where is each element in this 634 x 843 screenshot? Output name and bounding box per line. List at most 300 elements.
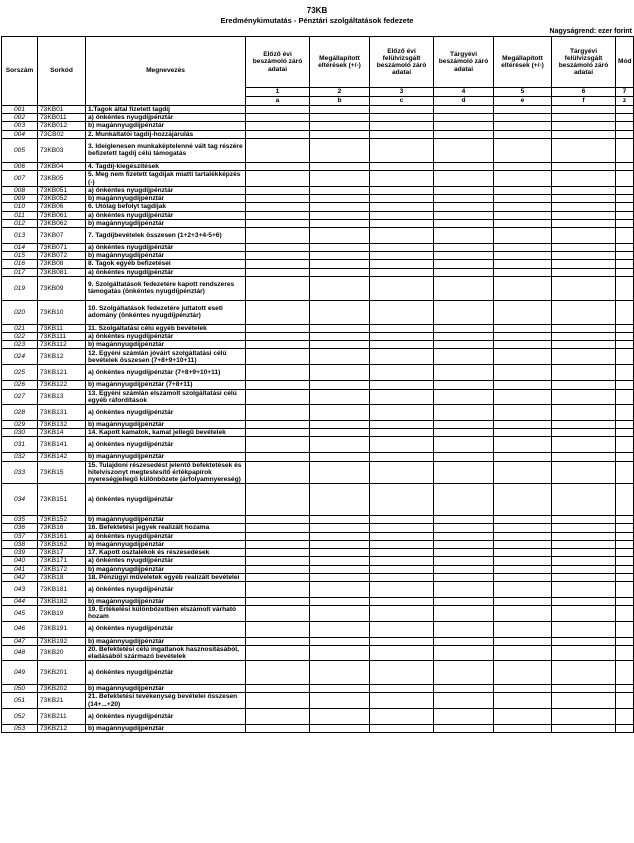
value-cell[interactable] xyxy=(494,405,552,421)
value-cell[interactable] xyxy=(616,429,634,437)
value-cell[interactable] xyxy=(616,324,634,332)
value-cell[interactable] xyxy=(434,349,494,365)
value-cell[interactable] xyxy=(434,106,494,114)
value-cell[interactable] xyxy=(552,114,616,122)
value-cell[interactable] xyxy=(494,268,552,276)
value-cell[interactable] xyxy=(552,162,616,170)
value-cell[interactable] xyxy=(552,484,616,516)
value-cell[interactable] xyxy=(434,557,494,565)
value-cell[interactable] xyxy=(310,724,370,732)
value-cell[interactable] xyxy=(434,203,494,211)
value-cell[interactable] xyxy=(246,341,310,349)
value-cell[interactable] xyxy=(246,405,310,421)
value-cell[interactable] xyxy=(310,244,370,252)
value-cell[interactable] xyxy=(434,228,494,244)
value-cell[interactable] xyxy=(310,114,370,122)
value-cell[interactable] xyxy=(616,621,634,637)
value-cell[interactable] xyxy=(310,573,370,581)
value-cell[interactable] xyxy=(494,637,552,645)
value-cell[interactable] xyxy=(616,540,634,548)
value-cell[interactable] xyxy=(616,461,634,484)
value-cell[interactable] xyxy=(616,637,634,645)
value-cell[interactable] xyxy=(246,421,310,429)
value-cell[interactable] xyxy=(434,516,494,524)
value-cell[interactable] xyxy=(370,219,434,227)
value-cell[interactable] xyxy=(494,138,552,162)
value-cell[interactable] xyxy=(370,461,434,484)
value-cell[interactable] xyxy=(310,300,370,324)
value-cell[interactable] xyxy=(434,276,494,300)
value-cell[interactable] xyxy=(434,661,494,685)
value-cell[interactable] xyxy=(246,252,310,260)
value-cell[interactable] xyxy=(616,341,634,349)
value-cell[interactable] xyxy=(310,621,370,637)
value-cell[interactable] xyxy=(370,300,434,324)
value-cell[interactable] xyxy=(246,260,310,268)
value-cell[interactable] xyxy=(434,573,494,581)
value-cell[interactable] xyxy=(370,268,434,276)
value-cell[interactable] xyxy=(246,437,310,453)
value-cell[interactable] xyxy=(246,581,310,597)
value-cell[interactable] xyxy=(370,276,434,300)
value-cell[interactable] xyxy=(310,333,370,341)
value-cell[interactable] xyxy=(616,573,634,581)
value-cell[interactable] xyxy=(434,581,494,597)
value-cell[interactable] xyxy=(616,381,634,389)
value-cell[interactable] xyxy=(310,276,370,300)
value-cell[interactable] xyxy=(616,645,634,660)
value-cell[interactable] xyxy=(370,162,434,170)
value-cell[interactable] xyxy=(494,661,552,685)
value-cell[interactable] xyxy=(616,557,634,565)
value-cell[interactable] xyxy=(616,581,634,597)
value-cell[interactable] xyxy=(494,349,552,365)
value-cell[interactable] xyxy=(616,606,634,621)
value-cell[interactable] xyxy=(370,661,434,685)
value-cell[interactable] xyxy=(552,106,616,114)
value-cell[interactable] xyxy=(552,429,616,437)
value-cell[interactable] xyxy=(246,276,310,300)
value-cell[interactable] xyxy=(246,724,310,732)
value-cell[interactable] xyxy=(246,219,310,227)
value-cell[interactable] xyxy=(494,244,552,252)
value-cell[interactable] xyxy=(552,581,616,597)
value-cell[interactable] xyxy=(494,106,552,114)
value-cell[interactable] xyxy=(494,565,552,573)
value-cell[interactable] xyxy=(616,130,634,138)
value-cell[interactable] xyxy=(494,130,552,138)
value-cell[interactable] xyxy=(434,219,494,227)
value-cell[interactable] xyxy=(616,114,634,122)
value-cell[interactable] xyxy=(310,130,370,138)
value-cell[interactable] xyxy=(552,437,616,453)
value-cell[interactable] xyxy=(370,421,434,429)
value-cell[interactable] xyxy=(246,557,310,565)
value-cell[interactable] xyxy=(246,114,310,122)
value-cell[interactable] xyxy=(616,171,634,187)
value-cell[interactable] xyxy=(552,324,616,332)
value-cell[interactable] xyxy=(434,532,494,540)
value-cell[interactable] xyxy=(552,260,616,268)
value-cell[interactable] xyxy=(494,333,552,341)
value-cell[interactable] xyxy=(246,516,310,524)
value-cell[interactable] xyxy=(370,324,434,332)
value-cell[interactable] xyxy=(310,389,370,404)
value-cell[interactable] xyxy=(370,484,434,516)
value-cell[interactable] xyxy=(310,405,370,421)
value-cell[interactable] xyxy=(310,645,370,660)
value-cell[interactable] xyxy=(616,195,634,203)
value-cell[interactable] xyxy=(434,437,494,453)
value-cell[interactable] xyxy=(552,597,616,605)
value-cell[interactable] xyxy=(370,645,434,660)
value-cell[interactable] xyxy=(246,693,310,708)
value-cell[interactable] xyxy=(552,122,616,130)
value-cell[interactable] xyxy=(246,453,310,461)
value-cell[interactable] xyxy=(552,389,616,404)
value-cell[interactable] xyxy=(246,645,310,660)
value-cell[interactable] xyxy=(552,661,616,685)
value-cell[interactable] xyxy=(434,195,494,203)
value-cell[interactable] xyxy=(310,693,370,708)
value-cell[interactable] xyxy=(616,300,634,324)
value-cell[interactable] xyxy=(310,685,370,693)
value-cell[interactable] xyxy=(494,557,552,565)
value-cell[interactable] xyxy=(552,645,616,660)
value-cell[interactable] xyxy=(552,516,616,524)
value-cell[interactable] xyxy=(246,162,310,170)
value-cell[interactable] xyxy=(616,333,634,341)
value-cell[interactable] xyxy=(552,333,616,341)
value-cell[interactable] xyxy=(494,437,552,453)
value-cell[interactable] xyxy=(434,621,494,637)
value-cell[interactable] xyxy=(434,138,494,162)
value-cell[interactable] xyxy=(552,219,616,227)
value-cell[interactable] xyxy=(494,685,552,693)
value-cell[interactable] xyxy=(310,461,370,484)
value-cell[interactable] xyxy=(552,693,616,708)
value-cell[interactable] xyxy=(616,349,634,365)
value-cell[interactable] xyxy=(310,565,370,573)
value-cell[interactable] xyxy=(616,219,634,227)
value-cell[interactable] xyxy=(616,268,634,276)
value-cell[interactable] xyxy=(246,130,310,138)
value-cell[interactable] xyxy=(246,606,310,621)
value-cell[interactable] xyxy=(246,106,310,114)
value-cell[interactable] xyxy=(434,484,494,516)
value-cell[interactable] xyxy=(494,532,552,540)
value-cell[interactable] xyxy=(370,195,434,203)
value-cell[interactable] xyxy=(434,187,494,195)
value-cell[interactable] xyxy=(310,557,370,565)
value-cell[interactable] xyxy=(370,228,434,244)
value-cell[interactable] xyxy=(434,453,494,461)
value-cell[interactable] xyxy=(494,389,552,404)
value-cell[interactable] xyxy=(246,637,310,645)
value-cell[interactable] xyxy=(246,268,310,276)
value-cell[interactable] xyxy=(370,516,434,524)
value-cell[interactable] xyxy=(370,244,434,252)
value-cell[interactable] xyxy=(434,381,494,389)
value-cell[interactable] xyxy=(310,171,370,187)
value-cell[interactable] xyxy=(434,693,494,708)
value-cell[interactable] xyxy=(434,549,494,557)
value-cell[interactable] xyxy=(246,171,310,187)
value-cell[interactable] xyxy=(552,203,616,211)
value-cell[interactable] xyxy=(434,461,494,484)
value-cell[interactable] xyxy=(310,597,370,605)
value-cell[interactable] xyxy=(494,252,552,260)
value-cell[interactable] xyxy=(494,461,552,484)
value-cell[interactable] xyxy=(494,195,552,203)
value-cell[interactable] xyxy=(552,187,616,195)
value-cell[interactable] xyxy=(370,685,434,693)
value-cell[interactable] xyxy=(434,130,494,138)
value-cell[interactable] xyxy=(552,461,616,484)
value-cell[interactable] xyxy=(246,228,310,244)
value-cell[interactable] xyxy=(246,540,310,548)
value-cell[interactable] xyxy=(616,203,634,211)
value-cell[interactable] xyxy=(370,365,434,381)
value-cell[interactable] xyxy=(616,244,634,252)
value-cell[interactable] xyxy=(370,252,434,260)
value-cell[interactable] xyxy=(494,300,552,324)
value-cell[interactable] xyxy=(434,171,494,187)
value-cell[interactable] xyxy=(370,203,434,211)
value-cell[interactable] xyxy=(370,138,434,162)
value-cell[interactable] xyxy=(494,203,552,211)
value-cell[interactable] xyxy=(494,171,552,187)
value-cell[interactable] xyxy=(370,557,434,565)
value-cell[interactable] xyxy=(370,549,434,557)
value-cell[interactable] xyxy=(616,405,634,421)
value-cell[interactable] xyxy=(246,565,310,573)
value-cell[interactable] xyxy=(370,437,434,453)
value-cell[interactable] xyxy=(552,252,616,260)
value-cell[interactable] xyxy=(616,565,634,573)
value-cell[interactable] xyxy=(552,565,616,573)
value-cell[interactable] xyxy=(552,349,616,365)
value-cell[interactable] xyxy=(616,138,634,162)
value-cell[interactable] xyxy=(434,524,494,532)
value-cell[interactable] xyxy=(616,187,634,195)
value-cell[interactable] xyxy=(310,219,370,227)
value-cell[interactable] xyxy=(310,324,370,332)
value-cell[interactable] xyxy=(494,211,552,219)
value-cell[interactable] xyxy=(310,162,370,170)
value-cell[interactable] xyxy=(494,573,552,581)
value-cell[interactable] xyxy=(246,532,310,540)
value-cell[interactable] xyxy=(434,300,494,324)
value-cell[interactable] xyxy=(494,429,552,437)
value-cell[interactable] xyxy=(370,349,434,365)
value-cell[interactable] xyxy=(434,685,494,693)
value-cell[interactable] xyxy=(552,130,616,138)
value-cell[interactable] xyxy=(434,365,494,381)
value-cell[interactable] xyxy=(434,268,494,276)
value-cell[interactable] xyxy=(494,162,552,170)
value-cell[interactable] xyxy=(616,252,634,260)
value-cell[interactable] xyxy=(370,637,434,645)
value-cell[interactable] xyxy=(494,341,552,349)
value-cell[interactable] xyxy=(310,429,370,437)
value-cell[interactable] xyxy=(434,244,494,252)
value-cell[interactable] xyxy=(434,211,494,219)
value-cell[interactable] xyxy=(310,195,370,203)
value-cell[interactable] xyxy=(494,524,552,532)
value-cell[interactable] xyxy=(370,122,434,130)
value-cell[interactable] xyxy=(552,405,616,421)
value-cell[interactable] xyxy=(552,637,616,645)
value-cell[interactable] xyxy=(434,333,494,341)
value-cell[interactable] xyxy=(434,724,494,732)
value-cell[interactable] xyxy=(494,381,552,389)
value-cell[interactable] xyxy=(246,324,310,332)
value-cell[interactable] xyxy=(552,524,616,532)
value-cell[interactable] xyxy=(434,162,494,170)
value-cell[interactable] xyxy=(370,540,434,548)
value-cell[interactable] xyxy=(246,484,310,516)
value-cell[interactable] xyxy=(434,341,494,349)
value-cell[interactable] xyxy=(616,516,634,524)
value-cell[interactable] xyxy=(434,421,494,429)
value-cell[interactable] xyxy=(246,138,310,162)
value-cell[interactable] xyxy=(310,421,370,429)
value-cell[interactable] xyxy=(246,349,310,365)
value-cell[interactable] xyxy=(552,573,616,581)
value-cell[interactable] xyxy=(310,260,370,268)
value-cell[interactable] xyxy=(494,260,552,268)
value-cell[interactable] xyxy=(246,365,310,381)
value-cell[interactable] xyxy=(370,621,434,637)
value-cell[interactable] xyxy=(434,114,494,122)
value-cell[interactable] xyxy=(616,276,634,300)
value-cell[interactable] xyxy=(370,606,434,621)
value-cell[interactable] xyxy=(246,333,310,341)
value-cell[interactable] xyxy=(370,389,434,404)
value-cell[interactable] xyxy=(552,211,616,219)
value-cell[interactable] xyxy=(246,661,310,685)
value-cell[interactable] xyxy=(552,268,616,276)
value-cell[interactable] xyxy=(310,484,370,516)
value-cell[interactable] xyxy=(370,171,434,187)
value-cell[interactable] xyxy=(616,228,634,244)
value-cell[interactable] xyxy=(552,606,616,621)
value-cell[interactable] xyxy=(434,708,494,724)
value-cell[interactable] xyxy=(246,597,310,605)
value-cell[interactable] xyxy=(616,661,634,685)
value-cell[interactable] xyxy=(616,524,634,532)
value-cell[interactable] xyxy=(310,341,370,349)
value-cell[interactable] xyxy=(552,276,616,300)
value-cell[interactable] xyxy=(552,138,616,162)
value-cell[interactable] xyxy=(310,549,370,557)
value-cell[interactable] xyxy=(616,389,634,404)
value-cell[interactable] xyxy=(616,549,634,557)
value-cell[interactable] xyxy=(370,341,434,349)
value-cell[interactable] xyxy=(370,573,434,581)
value-cell[interactable] xyxy=(552,549,616,557)
value-cell[interactable] xyxy=(616,260,634,268)
value-cell[interactable] xyxy=(552,540,616,548)
value-cell[interactable] xyxy=(246,429,310,437)
value-cell[interactable] xyxy=(616,122,634,130)
value-cell[interactable] xyxy=(246,685,310,693)
value-cell[interactable] xyxy=(370,453,434,461)
value-cell[interactable] xyxy=(552,724,616,732)
value-cell[interactable] xyxy=(552,300,616,324)
value-cell[interactable] xyxy=(434,597,494,605)
value-cell[interactable] xyxy=(434,252,494,260)
value-cell[interactable] xyxy=(370,333,434,341)
value-cell[interactable] xyxy=(310,228,370,244)
value-cell[interactable] xyxy=(616,421,634,429)
value-cell[interactable] xyxy=(370,597,434,605)
value-cell[interactable] xyxy=(310,106,370,114)
value-cell[interactable] xyxy=(246,195,310,203)
value-cell[interactable] xyxy=(616,597,634,605)
value-cell[interactable] xyxy=(494,597,552,605)
value-cell[interactable] xyxy=(494,114,552,122)
value-cell[interactable] xyxy=(552,685,616,693)
value-cell[interactable] xyxy=(494,645,552,660)
value-cell[interactable] xyxy=(370,532,434,540)
value-cell[interactable] xyxy=(246,187,310,195)
value-cell[interactable] xyxy=(246,524,310,532)
value-cell[interactable] xyxy=(494,421,552,429)
value-cell[interactable] xyxy=(370,524,434,532)
value-cell[interactable] xyxy=(370,260,434,268)
value-cell[interactable] xyxy=(370,693,434,708)
value-cell[interactable] xyxy=(494,540,552,548)
value-cell[interactable] xyxy=(310,708,370,724)
value-cell[interactable] xyxy=(616,708,634,724)
value-cell[interactable] xyxy=(434,260,494,268)
value-cell[interactable] xyxy=(310,532,370,540)
value-cell[interactable] xyxy=(246,708,310,724)
value-cell[interactable] xyxy=(616,532,634,540)
value-cell[interactable] xyxy=(370,724,434,732)
value-cell[interactable] xyxy=(552,532,616,540)
value-cell[interactable] xyxy=(310,437,370,453)
value-cell[interactable] xyxy=(434,389,494,404)
value-cell[interactable] xyxy=(310,365,370,381)
value-cell[interactable] xyxy=(370,187,434,195)
value-cell[interactable] xyxy=(616,724,634,732)
value-cell[interactable] xyxy=(310,122,370,130)
value-cell[interactable] xyxy=(552,621,616,637)
value-cell[interactable] xyxy=(616,693,634,708)
value-cell[interactable] xyxy=(246,211,310,219)
value-cell[interactable] xyxy=(552,195,616,203)
value-cell[interactable] xyxy=(494,365,552,381)
value-cell[interactable] xyxy=(246,389,310,404)
value-cell[interactable] xyxy=(552,557,616,565)
value-cell[interactable] xyxy=(310,540,370,548)
value-cell[interactable] xyxy=(616,685,634,693)
value-cell[interactable] xyxy=(434,645,494,660)
value-cell[interactable] xyxy=(616,106,634,114)
value-cell[interactable] xyxy=(310,252,370,260)
value-cell[interactable] xyxy=(552,365,616,381)
value-cell[interactable] xyxy=(246,461,310,484)
value-cell[interactable] xyxy=(434,540,494,548)
value-cell[interactable] xyxy=(310,138,370,162)
value-cell[interactable] xyxy=(616,453,634,461)
value-cell[interactable] xyxy=(494,219,552,227)
value-cell[interactable] xyxy=(494,606,552,621)
value-cell[interactable] xyxy=(494,708,552,724)
